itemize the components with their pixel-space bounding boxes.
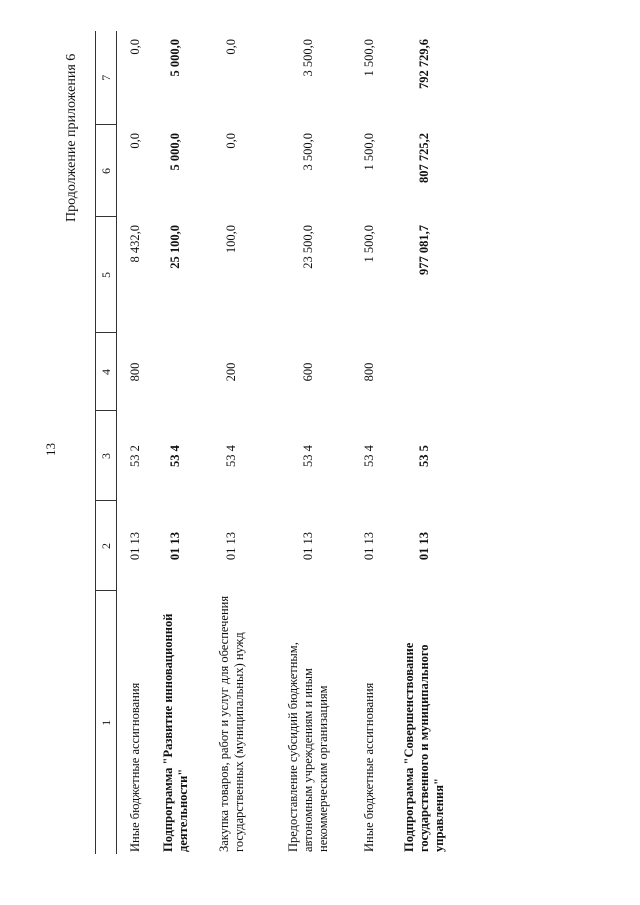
amount-col7: 3 500,0 [301, 39, 315, 77]
expense-type [155, 333, 197, 411]
expense-type: 800 [128, 362, 143, 382]
amount-col6: 0,0 [128, 133, 143, 149]
amount-col5: 100,0 [224, 225, 238, 254]
amount-col6: 3 500,0 [301, 133, 315, 171]
amount-col5: 23 500,0 [301, 225, 315, 269]
row-name: Закупка товаров, работ и услуг для обеспечения государственных (муниципальных) нужд [216, 595, 246, 852]
column-header: 4 [96, 333, 117, 411]
amount-col6: 1 500,0 [362, 133, 376, 171]
table-row [197, 31, 267, 854]
row-name: Предоставление субсидий бюджетным, автономным учреждениям и иным некоммерческим организациям [286, 642, 330, 852]
section-code: 01 13 [168, 531, 182, 561]
table-row [351, 31, 389, 854]
program-code: 53 4 [168, 445, 182, 467]
column-header: 6 [96, 125, 117, 217]
appendix-caption: Продолжение приложения 6 [64, 53, 79, 222]
program-code: 53 4 [224, 445, 238, 467]
section-code: 01 13 [224, 531, 238, 561]
expense-type: 200 [224, 362, 238, 382]
table-row [267, 31, 351, 854]
column-header: 7 [96, 31, 117, 125]
program-code: 53 4 [362, 445, 376, 467]
row-name: Иные бюджетные ассигнования [362, 682, 376, 852]
expense-type: 800 [362, 362, 376, 382]
amount-col7: 0,0 [224, 39, 238, 55]
section-code: 01 13 [417, 531, 431, 561]
expense-type [389, 333, 461, 411]
table-row [155, 31, 197, 854]
section-code: 01 13 [128, 531, 143, 561]
section-code: 01 13 [301, 531, 315, 561]
column-header: 2 [96, 501, 117, 591]
amount-col6: 0,0 [224, 133, 238, 149]
amount-col6: 807 725,2 [417, 133, 431, 183]
budget-table [95, 31, 461, 854]
amount-col5: 977 081,7 [417, 225, 431, 275]
column-header: 1 [96, 591, 117, 854]
amount-col7: 5 000,0 [168, 39, 182, 77]
budget-table-wrapper [95, 31, 446, 854]
amount-col7: 0,0 [128, 39, 143, 55]
amount-col5: 25 100,0 [168, 225, 182, 269]
amount-col7: 792 729,6 [417, 39, 431, 89]
row-name: Подпрограмма "Совершенствование государственного и муниципального управления" [402, 642, 446, 852]
column-header: 5 [96, 217, 117, 333]
program-code: 53 5 [417, 445, 431, 467]
expense-type: 600 [301, 362, 315, 382]
amount-col5: 1 500,0 [362, 225, 376, 263]
header-row [96, 31, 117, 854]
row-name: Иные бюджетные ассигнования [128, 682, 143, 852]
column-header: 3 [96, 411, 117, 501]
amount-col7: 1 500,0 [362, 39, 376, 77]
table-row [389, 31, 461, 854]
program-code: 53 4 [301, 445, 315, 467]
page-number: 13 [43, 443, 58, 457]
amount-col6: 5 000,0 [168, 133, 182, 171]
row-name: Подпрограмма "Развитие инновационной деятельности" [160, 613, 190, 852]
program-code: 53 2 [128, 445, 143, 467]
amount-col5: 8 432,0 [128, 225, 143, 263]
section-code: 01 13 [362, 531, 376, 561]
table-row [117, 31, 155, 854]
